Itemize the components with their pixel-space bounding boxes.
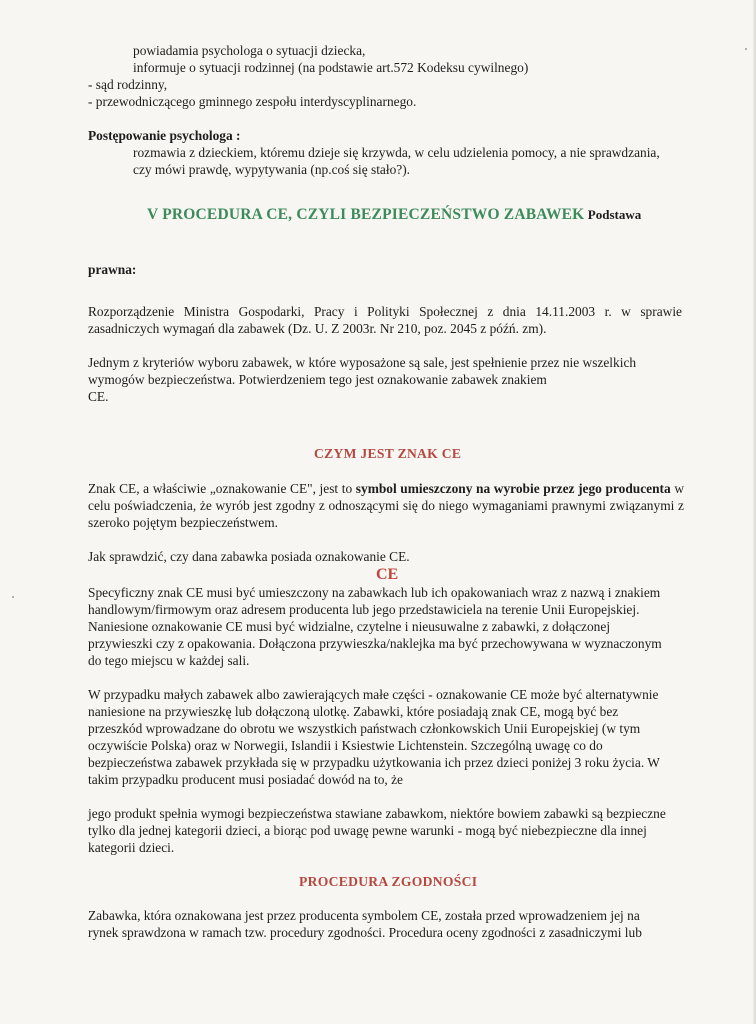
text-line: CE. <box>88 389 109 404</box>
section-title: PROCEDURA ZGODNOŚCI <box>299 874 478 889</box>
scan-speck <box>745 48 747 50</box>
chapter-title-text: V PROCEDURA CE, CZYLI BEZPIECZEŃSTWO ZABAWEK <box>147 206 585 223</box>
text-line: Specyficzny znak CE musi być umieszczony na zabawkach lub ich opakowaniach wraz z nazwą i znakiem <box>88 585 661 600</box>
scan-speck <box>12 596 14 598</box>
text-line: wymogów bezpieczeństwa. Potwierdzeniem tego jest oznakowanie zabawek znakiem <box>88 372 547 387</box>
text-line: oczywiście Polska) oraz w Norwegii, Islandii i Ksiestwie Lichtenstein. Szczególną uwagę co do <box>88 738 603 753</box>
text-line: rozmawia z dzieckiem, któremu dzieje się krzywda, w celu udzielenia pomocy, a nie sprawdzania, <box>133 145 660 160</box>
text-line: Naniesione oznakowanie CE musi być widzialne, czytelne i nieusuwalne z zabawki, z dołączonej <box>88 619 611 634</box>
list-item: - sąd rodzinny, <box>88 77 168 92</box>
chapter-title-suffix: Podstawa <box>587 207 642 222</box>
section-title: CZYM JEST ZNAK CE <box>314 446 462 461</box>
regulation-paragraph: Rozporządzenie Ministra Gospodarki, Pracy i Polityki Społecznej z dnia 14.11.2003 r. w sprawie zasadniczych wymagań dla zabawek (Dz. U. Z 2003r. Nr 210, poz. 2045 z późń. zm). <box>88 304 682 336</box>
text-run: w celu poświadczenia, że wyrób jest zgodny z odnoszącymi się do niego wymaganiami prawnymi związanymi z szeroko pojętym bezpieczeństwem. <box>88 481 684 530</box>
list-item: - przewodniczącego gminnego zespołu interdyscyplinarnego. <box>88 94 417 109</box>
text-line: Jednym z kryteriów wyboru zabawek, w które wyposażone są sale, jest spełnienie przez nie wszelkich <box>88 355 637 370</box>
text-line: rynek sprawdzona w ramach tzw. procedury zgodności. Procedura oceny zgodności z zasadniczymi lub <box>88 925 642 940</box>
text-line: tylko dla jednej kategorii dzieci, a biorąc pod uwagę pewne warunki - mogą być niebezpieczne dla innej <box>88 823 647 838</box>
text-line: bezpieczeństwa zabawek przykłada się w przypadku użytkowania ich przez dzieci poniżej 3 roku życia. W <box>88 755 660 770</box>
text-run: Znak CE, a właściwie „oznakowanie CE", jest to <box>88 481 356 496</box>
text-line: kategorii dzieci. <box>88 840 175 855</box>
text-line: przywieszki czy z opakowania. Dołączona przywieszka/naklejka ma być przechowywana w wyznaczonym <box>88 636 662 651</box>
chapter-title-continuation: prawna: <box>88 262 137 277</box>
text-line: jego produkt spełnia wymogi bezpieczeństwa stawiane zabawkom, niektóre bowiem zabawki są bezpieczne <box>88 806 666 821</box>
chapter-title <box>147 206 641 223</box>
bold-run: producenta <box>605 481 671 496</box>
text-line: czy mówi prawdę, wypytywania (np.coś się stało?). <box>133 162 411 177</box>
ce-mark: CE <box>376 566 399 583</box>
bold-run: symbol umieszczony na wyrobie przez jego <box>355 481 602 496</box>
question-line: Jak sprawdzić, czy dana zabawka posiada oznakowanie CE. <box>88 549 410 564</box>
text-line: przeszkód wprowadzane do obrotu we wszystkich państwach członkowskich Unii Europejskiej (w tym <box>88 721 641 736</box>
text-line: Zabawka, która oznakowana jest przez producenta symbolem CE, została przed wprowadzeniem jej na <box>88 908 640 923</box>
text-line: informuje o sytuacji rodzinnej (na podstawie art.572 Kodeksu cywilnego) <box>133 60 529 75</box>
text-line: W przypadku małych zabawek albo zawierających małe części - oznakowanie CE może być alternatywnie <box>88 687 659 702</box>
text-line: do tego miejscu w każdej sali. <box>88 653 250 668</box>
text-line: powiadamia psychologa o sytuacji dziecka, <box>133 43 366 58</box>
section-heading: Postępowanie psychologa : <box>88 128 241 143</box>
text-line: takim przypadku producent musi posiadać dowód na to, że <box>88 772 403 787</box>
ce-definition-paragraph <box>88 480 684 531</box>
text-line: handlowym/firmowym oraz adresem producenta lub jego przedstawiciela na terenie Unii Europejskiej. <box>88 602 640 617</box>
text-line: naniesione na przywieszkę lub dołączoną ulotkę. Zabawki, które posiadają znak CE, mogą być bez <box>88 704 619 719</box>
